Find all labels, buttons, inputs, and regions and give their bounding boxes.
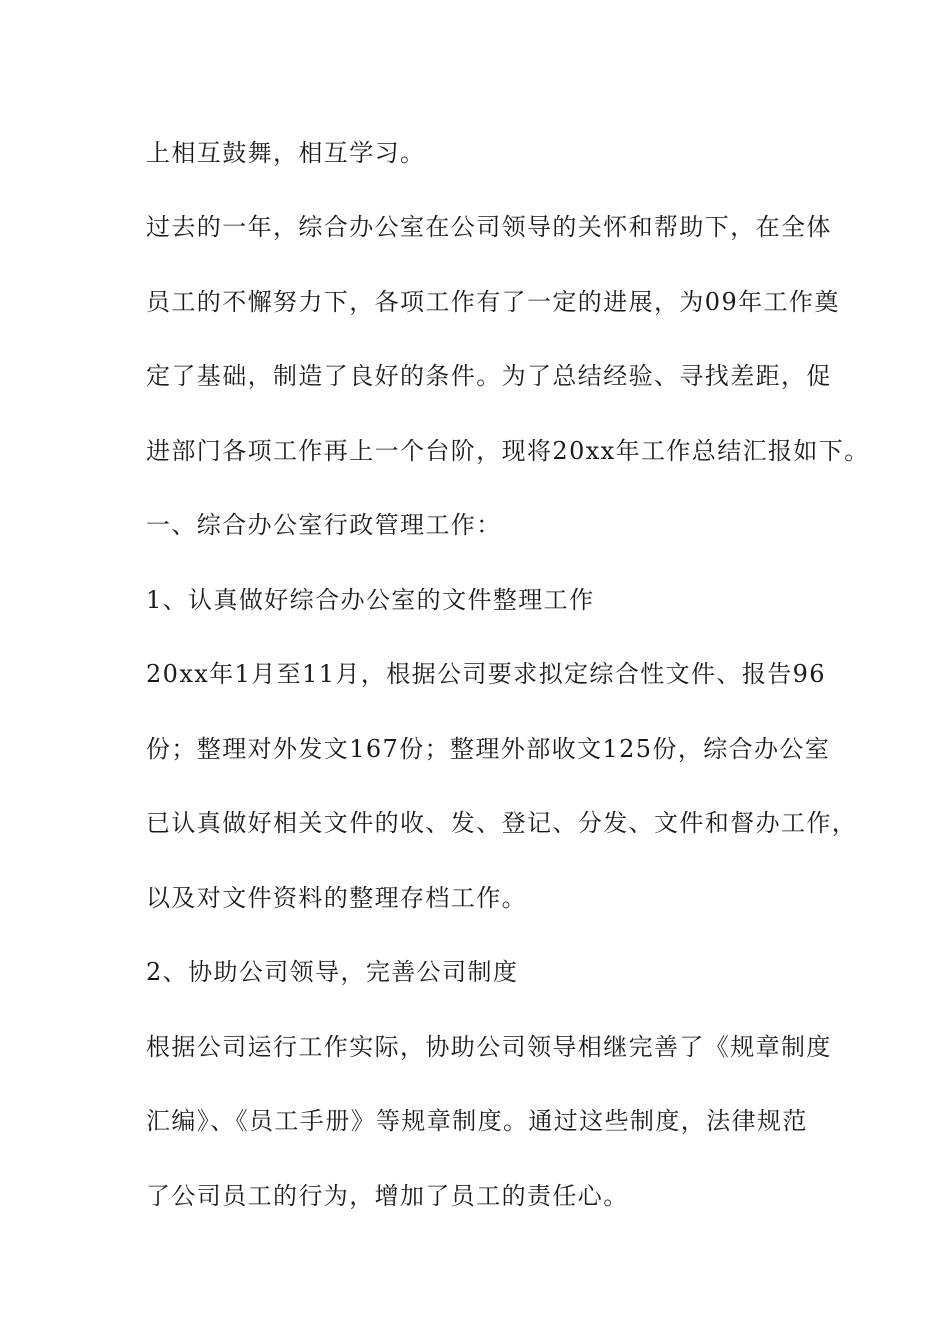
body-text-line: 进部门各项工作再上一个台阶，现将20xx年工作总结汇报如下。 — [146, 437, 870, 465]
body-text-line: 份；整理对外发文167份；整理外部收文125份，综合办公室 — [146, 735, 831, 763]
body-text-line: 员工的不懈努力下，各项工作有了一定的进展，为09年工作奠 — [146, 288, 840, 316]
subsection-heading: 1、认真做好综合办公室的文件整理工作 — [146, 586, 595, 614]
body-text-line: 汇编》、《员工手册》等规章制度。通过这些制度，法律规范 — [146, 1107, 808, 1135]
body-text-line: 了公司员工的行为，增加了员工的责任心。 — [146, 1182, 629, 1210]
body-text-line: 过去的一年，综合办公室在公司领导的关怀和帮助下，在全体 — [146, 213, 832, 241]
body-text-line: 以及对文件资料的整理存档工作。 — [146, 884, 527, 912]
body-text-line: 上相互鼓舞，相互学习。 — [146, 139, 426, 167]
body-text-line: 20xx年1月至11月，根据公司要求拟定综合性文件、报告96 — [146, 660, 826, 688]
body-text-line: 已认真做好相关文件的收、发、登记、分发、文件和督办工作， — [146, 809, 858, 837]
body-text-line: 根据公司运行工作实际，协助公司领导相继完善了《规章制度 — [146, 1033, 832, 1061]
body-text-line: 定了基础，制造了良好的条件。为了总结经验、寻找差距，促 — [146, 362, 832, 390]
subsection-heading: 2、协助公司领导，完善公司制度 — [146, 958, 519, 986]
section-heading: 一、综合办公室行政管理工作： — [146, 511, 502, 539]
